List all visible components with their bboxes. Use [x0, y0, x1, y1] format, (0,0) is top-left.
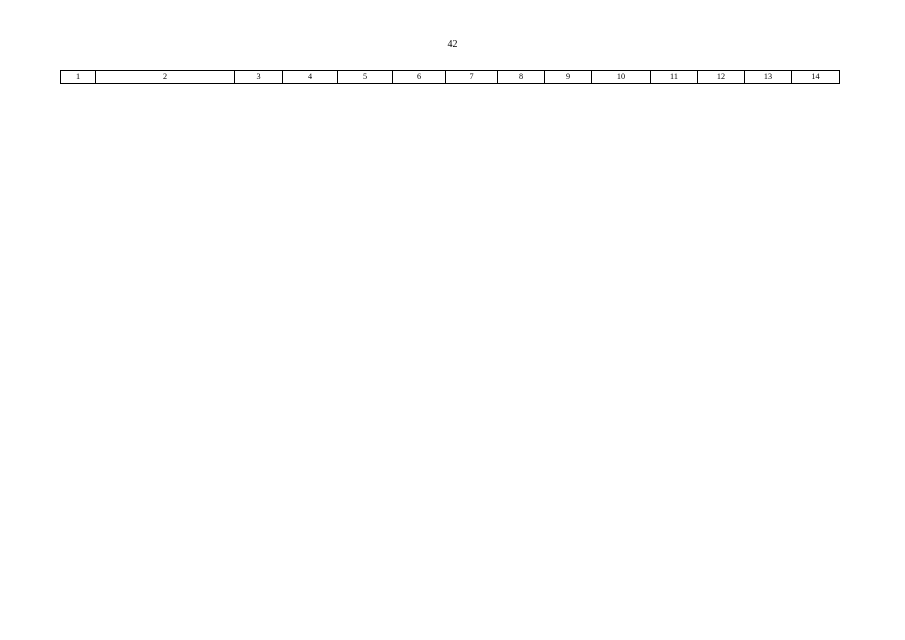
table-body [61, 71, 840, 84]
column-header: 5 [338, 71, 393, 84]
column-header: 3 [235, 71, 283, 84]
column-header: 12 [698, 71, 745, 84]
column-header: 2 [96, 71, 235, 84]
column-header-row [61, 71, 840, 84]
column-header: 10 [592, 71, 651, 84]
column-header: 11 [651, 71, 698, 84]
column-header: 9 [545, 71, 592, 84]
column-header: 7 [446, 71, 498, 84]
column-header: 6 [393, 71, 446, 84]
column-header: 8 [498, 71, 545, 84]
column-header: 14 [792, 71, 840, 84]
column-header: 4 [283, 71, 338, 84]
tariff-table [60, 70, 840, 84]
page-number: 42 [447, 39, 458, 50]
column-header: 1 [61, 71, 96, 84]
column-header: 13 [745, 71, 792, 84]
